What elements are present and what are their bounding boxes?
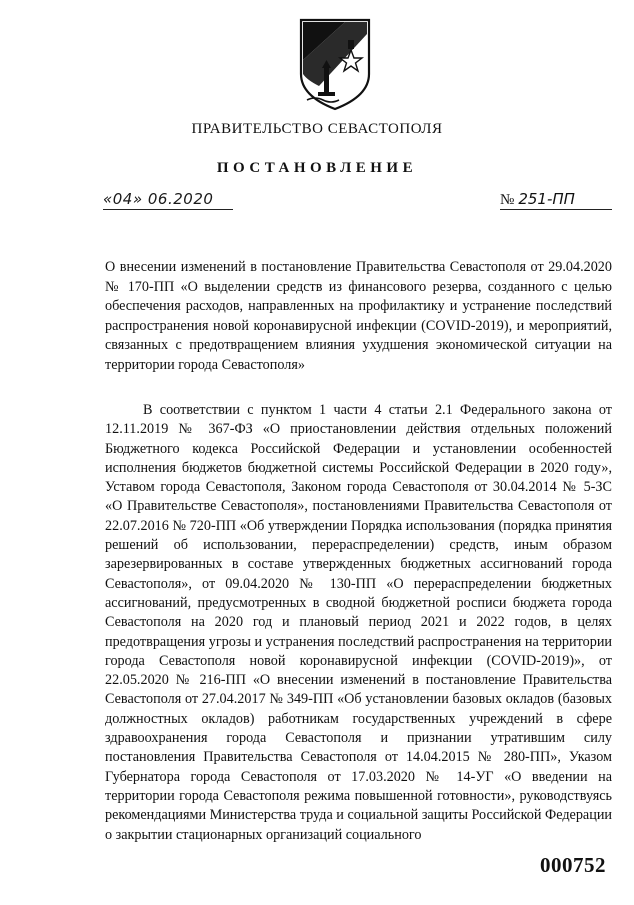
document-date: «04» 06.2020 xyxy=(103,190,233,210)
number-value: 251-ПП xyxy=(518,190,575,208)
organization-title: ПРАВИТЕЛЬСТВО СЕВАСТОПОЛЯ xyxy=(191,121,443,137)
document-body-paragraph: В соответствии с пунктом 1 части 4 статьи 2.1 Федерального закона от 12.11.2019 № 367-ФЗ «О приостановлении действия отдельных положений Бюджетного кодекса Российской Федерации и установлении особенностей исполнения бюджетов бюджетной системы Российской Федерации в 2020 году», Уставом города Севастополя, Законом города Севастополя от 30.04.2014 № 5-ЗС «О Правительстве Севастополя», постановлениями Правительства Севастополя от 22.07.2016 № 720-ПП «Об утверждении Порядка использования (порядка принятия решений об использовании, перераспределении) средств, иным образом зарезервированных в составе утвержденных бюджетных ассигнований города Севастополя», от 09.04.2020 № 130-ПП «О перераспределении бюджетных ассигнований, предусмотренных в сводной бюджетной росписи бюджета города Севастополя на 2020 год и плановый период 2021 и 2022 годов, в целях предотвращения угрозы и устранения последствий распространения на территории города Севастополя новой коронавирусной инфекции (COVID-2019)», от 22.05.2020 № 216-ПП «О внесении изменений в постановление Правительства Севастополя от 27.04.2017 № 349-ПП «Об установлении базовых окладов (базовых должностных окладов) работникам государственных учреждений в сфере здравоохранения города Севастополя и признании утратившим силу постановления Правительства Севастополя от 14.04.2015 № 280-ПП», Указом Губернатора города Севастополя от 17.03.2020 № 14-УГ «О введении на территории города Севастополя режима повышенной готовности», руководствуясь рекомендациями Министерства труда и социальной защиты Российской Федерации о закрытии стационарных организаций социального xyxy=(105,402,612,843)
document-type-heading: ПОСТАНОВЛЕНИЕ xyxy=(216,160,418,176)
serial-number: 000752 xyxy=(540,853,606,877)
number-prefix: № xyxy=(500,192,515,208)
document-number xyxy=(500,190,612,210)
coat-of-arms-emblem xyxy=(297,16,373,112)
document-subject: О внесении изменений в постановление Правительства Севастополя от 29.04.2020 № 170-ПП «О выделении средств из финансового резерва, созданного с целью обеспечения расходов, направленных на профилактику и устранение последствий распространения новой коронавирусной инфекции (COVID-2019), и мероприятий, связанных с предотвращением влияния ухудшения экономической ситуации на территории города Севастополя» xyxy=(105,259,612,373)
